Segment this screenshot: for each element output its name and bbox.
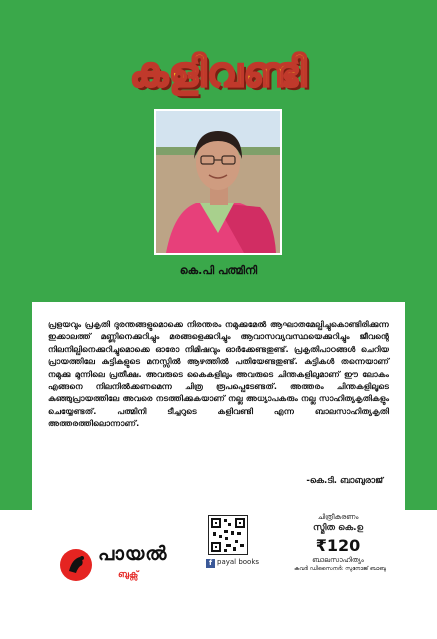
book-price: ₹120: [315, 536, 361, 555]
blurb-text: പ്രളയവും പ്രകൃതി ദുരന്തങ്ങളുമൊക്കെ നിരന്തരം നമുക്കുമേൽ ആഘാതമേല്പിച്ചുകൊണ്ടിരിക്കുന്ന ഇക്കാലത്ത് മണ്ണിനെക്കുറിച്ചും മരങ്ങളെക്കുറിച്ചും ആവാസവ്യവസ്ഥയെക്കുറിച്ചും ജീവന്റെ നിലനില്പിനെക്കുറിച്ചുമൊക്കെ ഓരോ നിമിഷവും ഓർക്കേണ്ടതുണ്ട്. പ്രകൃതിപാഠങ്ങൾ ചെറിയ പ്രായത്തിലേ കുട്ടികളുടെ മനസ്സിൽ ആഴത്തിൽ പതിയേണ്ടതുണ്ട്. കുട്ടികൾ തന്നെയാണ് നമുക്കു മുന്നിലെ പ്രതീക്ഷ. അവരുടെ കൈകളിലും അവരുടെ ചിന്തകളിലുമാണ് ഈ ലോകം എങ്ങനെ നിലനിൽക്കണമെന്ന ചിത്ര രൂപപ്പെടേണ്ടത്. അത്തരം ചിന്തകളിലൂടെ കുഞ്ഞുപ്രായത്തിലേ അവരെ നടത്തിക്കുകയാണ് നല്ല അധ്യാപകരും നല്ല സാഹിത്യകൃതികളും ചെയ്യേണ്ടത്. പത്മിനി ടീച്ചറുടെ കളിവണ്ടി എന്ന ബാലസാഹിത്യകൃതി അത്തരത്തിലൊന്നാണ്.: [48, 319, 389, 429]
blurb-box: [32, 302, 405, 510]
qr-code-icon: [208, 515, 248, 555]
publisher-name: പായൽ: [98, 543, 168, 565]
publisher-subtitle: ബുക്സ്: [118, 570, 139, 580]
publisher-social-handle: payal books: [217, 558, 260, 566]
illustrator-name: സ്മിത കെ.ഉ: [312, 523, 364, 533]
book-category: ബാലസാഹിത്യം: [312, 556, 364, 564]
illustration-label: ചിത്രീകരണം: [317, 513, 359, 521]
book-title: കളിവണ്ടി: [129, 50, 308, 96]
author-portrait-illustration: [156, 111, 280, 253]
facebook-icon: f: [206, 559, 215, 568]
cover-design-credit: കവർ ഡിസൈനർ: സുനോജ് ബാബു: [294, 566, 386, 572]
author-photo: [154, 109, 282, 255]
publisher-logo-icon: [60, 549, 92, 581]
author-name: കെ.പി പത്മിനി: [179, 264, 258, 277]
blurb-signature: -കെ.ടി. ബാബുരാജ്: [306, 476, 383, 486]
